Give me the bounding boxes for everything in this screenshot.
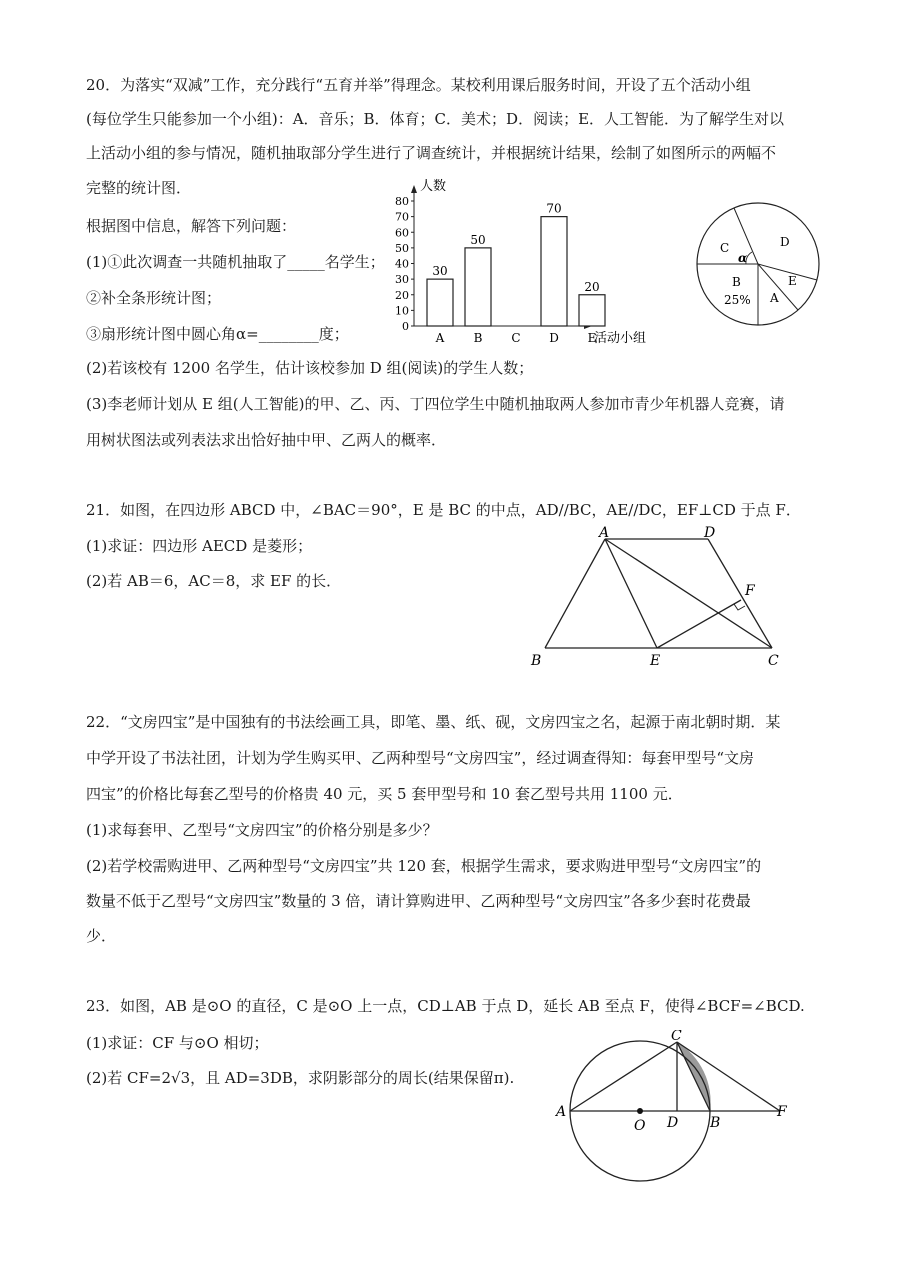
- y-tick-label: 50: [395, 241, 409, 255]
- q22-line-5: (2)若学校需购进甲、乙两种型号“文房四宝”共 120 套，根据学生需求，要求购进甲型号“文房四宝”的: [86, 857, 762, 875]
- bar-chart-xlabel: 活动小组: [594, 331, 647, 346]
- center-point-o: [637, 1108, 643, 1114]
- point-label-b: B: [710, 1115, 721, 1131]
- q23-line-3: (2)若 CF=2√3，且 AD=3DB，求阴影部分的周长(结果保留π).: [86, 1069, 515, 1087]
- q20-line-7: ②补全条形统计图；: [86, 289, 222, 307]
- bar-D: [541, 217, 567, 326]
- right-angle-mark-f: [734, 604, 745, 610]
- pie-label-d: D: [780, 235, 790, 249]
- point-label-o: O: [634, 1118, 646, 1134]
- bar-B: [465, 248, 491, 326]
- segment-ef: [657, 600, 741, 648]
- x-tick-label-E: E: [587, 331, 597, 345]
- q20-line-9: (2)若该校有 1200 名学生，估计该校参加 D 组(阅读)的学生人数；: [86, 359, 534, 377]
- q22-line-3: 四宝”的价格比每套乙型号的价格贵 40 元，买 5 套甲型号和 10 套乙型号共用 1100 元．: [86, 785, 683, 803]
- bar-chart-ylabel: 人数: [420, 179, 447, 194]
- segment-dc: [708, 539, 772, 648]
- y-tick-label: 60: [395, 226, 409, 240]
- y-tick-label: 0: [402, 320, 409, 333]
- q22-line-2: 中学开设了书法社团，计划为学生购买甲、乙两种型号“文房四宝”，经过调查得知：每套甲型号“文房: [86, 749, 755, 767]
- bar-chart: [376, 176, 666, 350]
- q23-figure: [550, 1030, 800, 1190]
- q22-line-7: 少．: [86, 927, 117, 945]
- x-tick-label-C: C: [511, 331, 521, 345]
- bar-E: [579, 295, 605, 326]
- y-tick-label: 40: [395, 257, 409, 271]
- bar-value-label-A: 30: [432, 264, 448, 279]
- bar-chart-x-labels: [435, 331, 597, 345]
- pie-chart: [694, 200, 824, 330]
- y-tick-label: 70: [395, 210, 409, 224]
- pie-label-alpha: α: [738, 251, 748, 265]
- point-label-e: E: [650, 653, 661, 669]
- q21-line-2: (1)求证：四边形 AECD 是菱形；: [86, 537, 313, 555]
- q20-line-11: 用树状图法或列表法求出恰好抽中甲、乙两人的概率．: [86, 431, 447, 449]
- bar-A: [427, 279, 453, 326]
- y-tick-label: 10: [395, 304, 409, 318]
- point-label-c: C: [768, 653, 779, 669]
- q20-line-5: 根据图中信息，解答下列问题：: [86, 217, 297, 235]
- pie-label-e: E: [788, 274, 797, 288]
- point-label-a: A: [599, 525, 610, 541]
- bar-value-label-E: 20: [584, 279, 600, 294]
- point-label-a: A: [556, 1104, 567, 1120]
- y-tick-label: 20: [395, 288, 409, 302]
- q20-line-10: (3)李老师计划从 E 组(人工智能)的甲、乙、丙、丁四位学生中随机抽取两人参加市青少年机器人竞赛，请: [86, 395, 785, 413]
- y-tick-label: 80: [395, 195, 409, 208]
- q21-figure: [525, 525, 795, 675]
- pie-label-b-percent: 25%: [724, 293, 751, 307]
- q20-line-6: (1)①此次调查一共随机抽取了_____名学生；: [86, 253, 385, 271]
- bar-chart-bars: [427, 202, 605, 326]
- bar-value-label-B: 50: [470, 232, 486, 247]
- segment-ac: [570, 1042, 677, 1111]
- bar-value-label-D: 70: [546, 201, 562, 216]
- y-axis-arrow: [411, 185, 417, 193]
- point-label-c: C: [671, 1030, 682, 1044]
- q22-line-6: 数量不低于乙型号“文房四宝”数量的 3 倍，请计算购进甲、乙两种型号“文房四宝”各多少套时花费最: [86, 892, 751, 910]
- x-tick-label-B: B: [473, 331, 483, 345]
- q21-line-1: 21．如图，在四边形 ABCD 中，∠BAC＝90°，E 是 BC 的中点，AD//BC，AE//DC，EF⊥CD 于点 F．: [86, 501, 801, 519]
- point-label-f: F: [745, 583, 755, 599]
- segment-cf: [677, 1042, 780, 1111]
- q20-line-8: ③扇形统计图中圆心角α=________度；: [86, 325, 349, 343]
- q23-line-1: 23．如图，AB 是⊙O 的直径，C 是⊙O 上一点，CD⊥AB 于点 D，延长 AB 至点 F，使得∠BCF=∠BCD.: [86, 997, 805, 1015]
- x-tick-label-D: D: [549, 331, 559, 345]
- point-label-d: D: [667, 1115, 679, 1131]
- point-label-f: F: [777, 1104, 787, 1120]
- pie-label-a: A: [770, 291, 779, 305]
- point-label-b: B: [531, 653, 542, 669]
- q22-line-1: 22．“文房四宝”是中国独有的书法绘画工具，即笔、墨、纸、砚，文房四宝之名，起源于南北朝时期．某: [86, 713, 781, 731]
- segment-ab: [545, 539, 605, 648]
- y-tick-label: 30: [395, 273, 409, 287]
- q20-line-1: 20．为落实“双减”工作，充分践行“五育并举”得理念。某校利用课后服务时间，开设了五个活动小组: [86, 76, 751, 94]
- q21-line-3: (2)若 AB＝6，AC＝8，求 EF 的长．: [86, 572, 342, 590]
- bar-chart-y-ticks: [395, 195, 414, 333]
- pie-label-b: B: [732, 275, 741, 289]
- x-tick-label-A: A: [435, 331, 445, 345]
- q20-line-3: 上活动小组的参与情况，随机抽取部分学生进行了调查统计，并根据统计结果，绘制了如图所示的两幅不: [86, 144, 777, 162]
- point-label-d: D: [704, 525, 716, 541]
- q20-line-2: (每位学生只能参加一个小组)：A．音乐；B．体育；C．美术；D．阅读；E．人工智能．为了解学生对以: [86, 110, 785, 128]
- q22-line-4: (1)求每套甲、乙型号“文房四宝”的价格分别是多少？: [86, 821, 438, 839]
- q23-line-2: (1)求证：CF 与⊙O 相切；: [86, 1034, 269, 1052]
- q20-line-4: 完整的统计图．: [86, 179, 192, 197]
- pie-label-c: C: [720, 241, 730, 255]
